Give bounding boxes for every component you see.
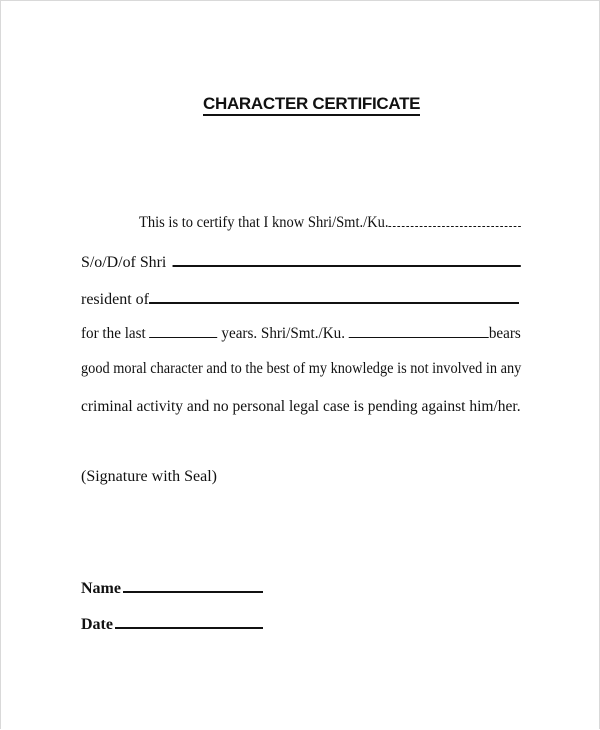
criminal-text: criminal activity and no personal legal case is pending against him/her.	[81, 398, 521, 415]
date-line	[81, 613, 263, 635]
name-dashes-blank	[389, 214, 521, 227]
certify-line	[139, 213, 521, 233]
criminal-line	[81, 397, 521, 417]
name-blank	[123, 577, 263, 593]
parent-line	[81, 251, 521, 273]
years-label: years. Shri/Smt./Ku.	[221, 325, 346, 342]
parent-name-blank	[172, 251, 520, 267]
for-the-last-label: for the last	[81, 325, 146, 342]
certificate-title: CHARACTER CERTIFICATE	[203, 94, 420, 116]
character-line	[81, 359, 521, 379]
resident-address-blank	[149, 288, 519, 304]
signature-label: (Signature with Seal)	[81, 468, 217, 485]
certify-text: This is to certify that I know Shri/Smt./Ku.	[139, 214, 389, 231]
name-label: Name	[81, 580, 121, 597]
name-line	[81, 577, 263, 599]
years-line	[81, 323, 521, 344]
resident-label: resident of	[81, 291, 149, 308]
person-name-blank	[349, 323, 489, 338]
years-blank	[150, 323, 218, 338]
signature-line	[81, 467, 217, 487]
bears-label: bears	[488, 325, 521, 342]
date-label: Date	[81, 616, 113, 633]
resident-line	[81, 288, 519, 310]
parent-label: S/o/D/of Shri	[81, 254, 167, 271]
character-text: good moral character and to the best of my knowledge is not involved in any	[81, 360, 522, 377]
date-blank	[115, 613, 263, 629]
